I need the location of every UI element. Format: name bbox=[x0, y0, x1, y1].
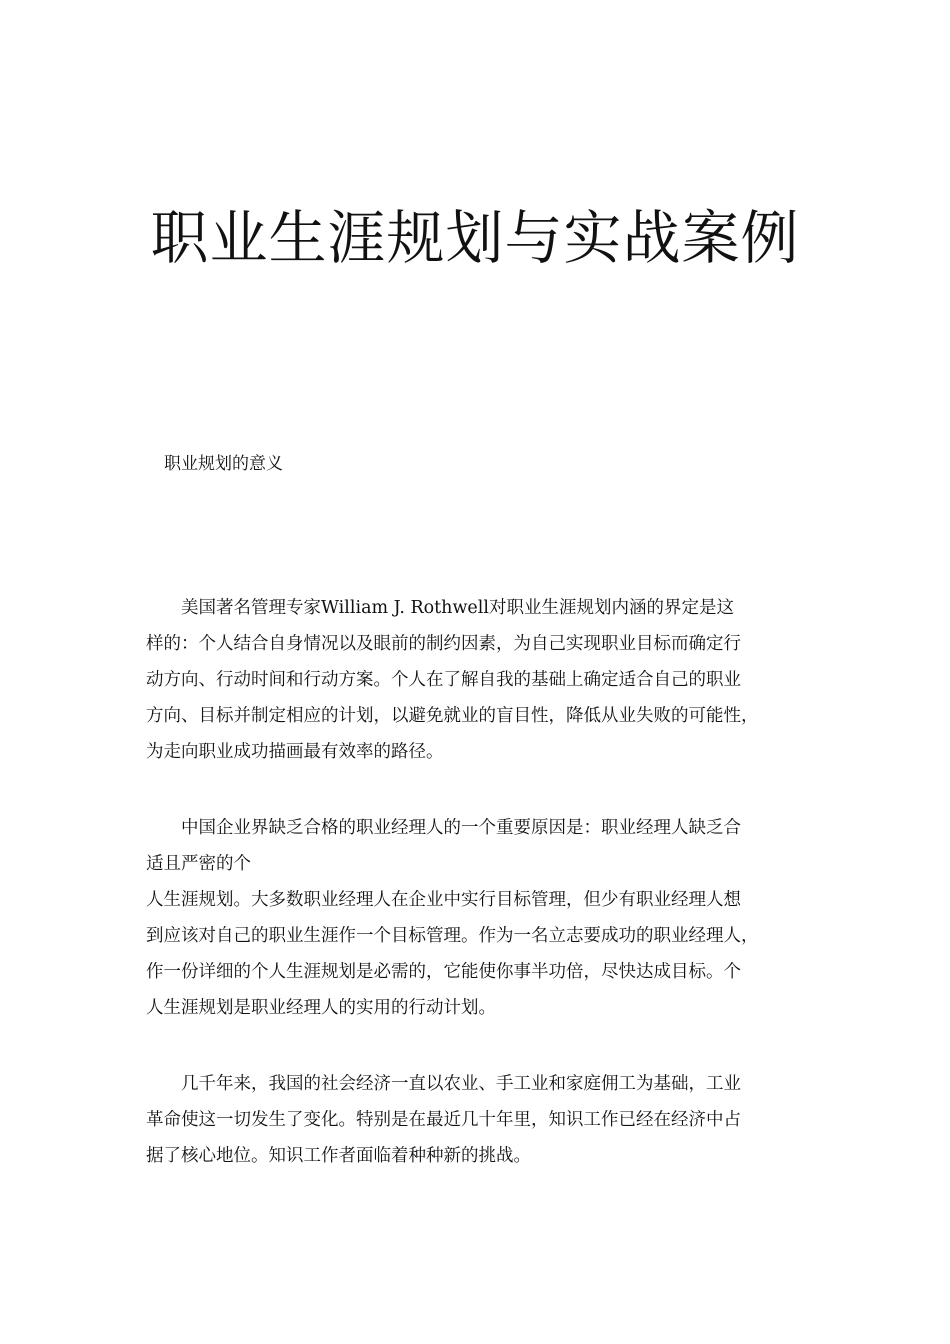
paragraph-line: 方向、目标并制定相应的计划，以避免就业的盲目性，降低从业失败的可能性， bbox=[146, 706, 759, 726]
paragraph-line: 动方向、行动时间和行动方案。个人在了解自我的基础上确定适合自己的职业 bbox=[146, 670, 741, 690]
paragraph-line: 据了核心地位。知识工作者面临着种种新的挑战。 bbox=[146, 1146, 531, 1166]
paragraph-line: 美国著名管理专家William J. Rothwell对职业生涯规划内涵的界定是这 bbox=[181, 598, 734, 618]
paragraph-line: 人生涯规划是职业经理人的实用的行动计划。 bbox=[146, 998, 496, 1018]
paragraph-line: 为走向职业成功描画最有效率的路径。 bbox=[146, 742, 444, 762]
paragraph-line: 作一份详细的个人生涯规划是必需的，它能使你事半功倍，尽快达成目标。个 bbox=[146, 962, 741, 982]
document-title: 职业生涯规划与实战案例 bbox=[150, 204, 800, 272]
paragraph-line: 适且严密的个 bbox=[146, 854, 251, 874]
paragraph-line: 样的：个人结合自身情况以及眼前的制约因素，为自己实现职业目标而确定行 bbox=[146, 634, 741, 654]
paragraph-2 bbox=[146, 810, 801, 1026]
paragraph-3 bbox=[146, 1066, 801, 1174]
paragraph-line: 革命使这一切发生了变化。特别是在最近几十年里，知识工作已经在经济中占 bbox=[146, 1110, 741, 1130]
paragraph-line: 到应该对自己的职业生涯作一个目标管理。作为一名立志要成功的职业经理人， bbox=[146, 926, 759, 946]
paragraph-1 bbox=[146, 590, 801, 770]
paragraph-line: 人生涯规划。大多数职业经理人在企业中实行目标管理，但少有职业经理人想 bbox=[146, 890, 741, 910]
paragraph-line: 几千年来，我国的社会经济一直以农业、手工业和家庭佣工为基础，工业 bbox=[181, 1074, 741, 1094]
paragraph-line: 中国企业界缺乏合格的职业经理人的一个重要原因是：职业经理人缺乏合 bbox=[181, 818, 741, 838]
section-heading: 职业规划的意义 bbox=[164, 454, 283, 474]
